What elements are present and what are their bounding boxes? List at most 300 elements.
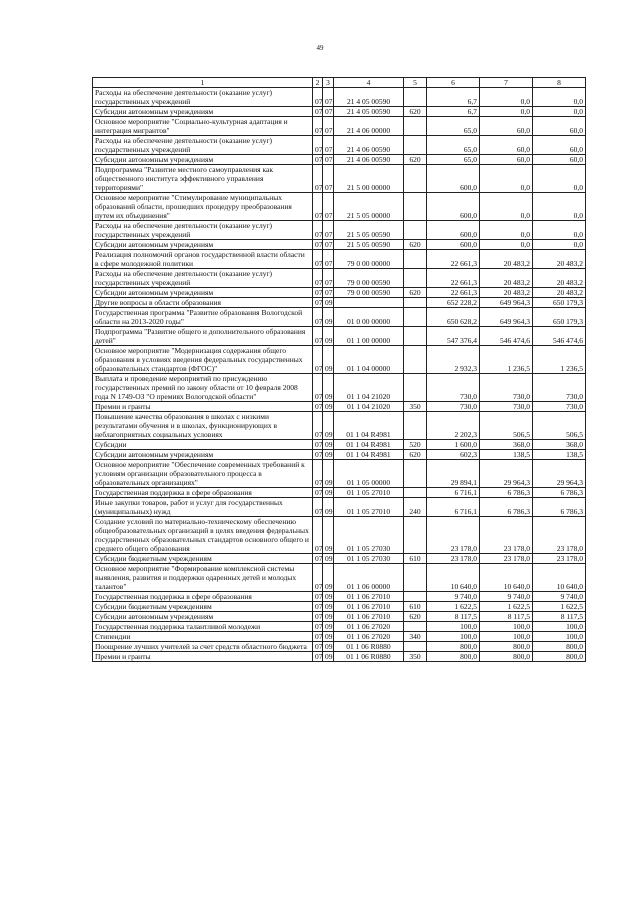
table-row bbox=[93, 308, 586, 327]
row-amount-1-cell: 2 202,3 bbox=[427, 412, 480, 440]
row-subsection-cell: 09 bbox=[323, 346, 334, 374]
row-target-article-cell: 01 0 00 00000 bbox=[334, 308, 404, 327]
row-target-article-cell: 21 5 05 00590 bbox=[334, 240, 404, 250]
row-expense-type-cell bbox=[404, 269, 427, 288]
row-target-article-cell: 01 1 06 R0880 bbox=[334, 642, 404, 652]
row-amount-3-cell: 800,0 bbox=[533, 642, 586, 652]
row-section-cell: 07 bbox=[313, 193, 323, 221]
row-expense-type-cell bbox=[404, 642, 427, 652]
row-target-article-cell: 01 1 05 27010 bbox=[334, 498, 404, 517]
row-subsection-cell: 07 bbox=[323, 240, 334, 250]
row-expense-type-cell: 350 bbox=[404, 652, 427, 662]
row-amount-2-cell: 6 786,3 bbox=[480, 498, 533, 517]
row-amount-3-cell: 20 483,2 bbox=[533, 250, 586, 269]
row-amount-2-cell: 9 740,0 bbox=[480, 592, 533, 602]
row-expense-type-cell: 350 bbox=[404, 402, 427, 412]
header-cell-target-article: 4 bbox=[334, 78, 404, 88]
row-expense-type-cell bbox=[404, 488, 427, 498]
header-cell-amount-1: 6 bbox=[427, 78, 480, 88]
row-section-cell: 07 bbox=[313, 460, 323, 488]
row-name-cell: Основное мероприятие "Стимулирование муниципальных образований области, прошедших процедуру преобразования путем их объединения" bbox=[93, 193, 313, 221]
row-target-article-cell: 01 1 06 27010 bbox=[334, 592, 404, 602]
table-row bbox=[93, 136, 586, 155]
table-row bbox=[93, 517, 586, 554]
row-target-article-cell: 01 1 04 21020 bbox=[334, 402, 404, 412]
row-name-cell: Создание условий по материально-техническому обеспечению общеобразовательных организаций в целях введения федеральных государственных образовательных стандартов основного общего и среднего общего образования bbox=[93, 517, 313, 554]
row-amount-2-cell: 546 474,6 bbox=[480, 327, 533, 346]
row-amount-1-cell: 29 894,1 bbox=[427, 460, 480, 488]
row-expense-type-cell: 610 bbox=[404, 554, 427, 564]
row-amount-2-cell: 23 178,0 bbox=[480, 517, 533, 554]
row-amount-2-cell: 1 236,5 bbox=[480, 346, 533, 374]
row-amount-3-cell: 1 622,5 bbox=[533, 602, 586, 612]
row-name-cell: Расходы на обеспечение деятельности (оказание услуг) государственных учреждений bbox=[93, 269, 313, 288]
row-amount-2-cell: 20 483,2 bbox=[480, 250, 533, 269]
row-amount-1-cell: 22 661,3 bbox=[427, 269, 480, 288]
row-amount-3-cell: 0,0 bbox=[533, 193, 586, 221]
row-subsection-cell: 09 bbox=[323, 412, 334, 440]
row-amount-2-cell: 60,0 bbox=[480, 136, 533, 155]
row-amount-1-cell: 22 661,3 bbox=[427, 250, 480, 269]
table-row bbox=[93, 652, 586, 662]
row-amount-2-cell: 0,0 bbox=[480, 193, 533, 221]
row-target-article-cell: 21 4 06 00590 bbox=[334, 155, 404, 165]
row-section-cell: 07 bbox=[313, 107, 323, 117]
row-subsection-cell: 09 bbox=[323, 564, 334, 592]
table-row bbox=[93, 193, 586, 221]
row-amount-1-cell: 650 628,2 bbox=[427, 308, 480, 327]
row-subsection-cell: 07 bbox=[323, 155, 334, 165]
row-name-cell: Основное мероприятие "Модернизация содержания общего образования в условиях введения федеральных государственных образовательных стандартов (ФГОС)" bbox=[93, 346, 313, 374]
row-amount-2-cell: 0,0 bbox=[480, 88, 533, 107]
row-expense-type-cell: 620 bbox=[404, 240, 427, 250]
row-expense-type-cell bbox=[404, 327, 427, 346]
table-row bbox=[93, 592, 586, 602]
row-expense-type-cell bbox=[404, 221, 427, 240]
row-target-article-cell bbox=[334, 298, 404, 308]
table-row bbox=[93, 155, 586, 165]
row-amount-3-cell: 730,0 bbox=[533, 402, 586, 412]
row-name-cell: Подпрограмма "Развитие местного самоуправления как общественного института эффективного управления территориями" bbox=[93, 165, 313, 193]
row-amount-1-cell: 22 661,3 bbox=[427, 288, 480, 298]
row-target-article-cell: 21 5 00 00000 bbox=[334, 165, 404, 193]
row-target-article-cell: 21 4 05 00590 bbox=[334, 107, 404, 117]
table-row bbox=[93, 602, 586, 612]
row-amount-1-cell: 6,7 bbox=[427, 88, 480, 107]
row-subsection-cell: 09 bbox=[323, 642, 334, 652]
row-subsection-cell: 09 bbox=[323, 632, 334, 642]
row-amount-3-cell: 0,0 bbox=[533, 240, 586, 250]
row-name-cell: Государственная поддержка в сфере образования bbox=[93, 592, 313, 602]
row-amount-3-cell: 650 179,3 bbox=[533, 308, 586, 327]
row-amount-3-cell: 368,0 bbox=[533, 440, 586, 450]
table-row bbox=[93, 298, 586, 308]
row-target-article-cell: 21 4 05 00590 bbox=[334, 88, 404, 107]
row-amount-1-cell: 100,0 bbox=[427, 632, 480, 642]
table-row bbox=[93, 165, 586, 193]
row-amount-3-cell: 29 964,3 bbox=[533, 460, 586, 488]
row-amount-1-cell: 10 640,0 bbox=[427, 564, 480, 592]
row-subsection-cell: 07 bbox=[323, 107, 334, 117]
row-subsection-cell: 07 bbox=[323, 193, 334, 221]
row-subsection-cell: 09 bbox=[323, 652, 334, 662]
row-amount-3-cell: 0,0 bbox=[533, 221, 586, 240]
row-amount-1-cell: 9 740,0 bbox=[427, 592, 480, 602]
row-section-cell: 07 bbox=[313, 498, 323, 517]
row-section-cell: 07 bbox=[313, 612, 323, 622]
row-amount-3-cell: 20 483,2 bbox=[533, 269, 586, 288]
row-subsection-cell: 07 bbox=[323, 269, 334, 288]
row-target-article-cell: 01 1 04 R4981 bbox=[334, 440, 404, 450]
row-target-article-cell: 21 4 06 00590 bbox=[334, 136, 404, 155]
row-subsection-cell: 07 bbox=[323, 136, 334, 155]
row-name-cell: Субсидии автономным учреждениям bbox=[93, 450, 313, 460]
row-target-article-cell: 01 1 06 27020 bbox=[334, 632, 404, 642]
row-name-cell: Субсидии bbox=[93, 440, 313, 450]
row-amount-1-cell: 600,0 bbox=[427, 193, 480, 221]
row-expense-type-cell bbox=[404, 117, 427, 136]
row-subsection-cell: 09 bbox=[323, 440, 334, 450]
row-target-article-cell: 01 1 04 21020 bbox=[334, 374, 404, 402]
row-section-cell: 07 bbox=[313, 440, 323, 450]
row-amount-2-cell: 506,5 bbox=[480, 412, 533, 440]
row-section-cell: 07 bbox=[313, 346, 323, 374]
row-target-article-cell: 01 1 00 00000 bbox=[334, 327, 404, 346]
row-amount-3-cell: 0,0 bbox=[533, 88, 586, 107]
row-amount-2-cell: 100,0 bbox=[480, 622, 533, 632]
page-number: 49 bbox=[316, 44, 324, 52]
row-name-cell: Стипендии bbox=[93, 632, 313, 642]
row-section-cell: 07 bbox=[313, 327, 323, 346]
row-name-cell: Расходы на обеспечение деятельности (оказание услуг) государственных учреждений bbox=[93, 88, 313, 107]
row-expense-type-cell bbox=[404, 622, 427, 632]
row-subsection-cell: 09 bbox=[323, 308, 334, 327]
row-expense-type-cell bbox=[404, 460, 427, 488]
row-amount-2-cell: 60,0 bbox=[480, 155, 533, 165]
row-target-article-cell: 01 1 04 R4981 bbox=[334, 450, 404, 460]
row-section-cell: 07 bbox=[313, 554, 323, 564]
row-amount-2-cell: 10 640,0 bbox=[480, 564, 533, 592]
row-amount-3-cell: 100,0 bbox=[533, 632, 586, 642]
row-subsection-cell: 09 bbox=[323, 298, 334, 308]
header-cell-expense-type: 5 bbox=[404, 78, 427, 88]
row-amount-2-cell: 0,0 bbox=[480, 221, 533, 240]
row-target-article-cell: 01 1 05 27010 bbox=[334, 488, 404, 498]
row-subsection-cell: 09 bbox=[323, 498, 334, 517]
row-amount-2-cell: 730,0 bbox=[480, 402, 533, 412]
row-name-cell: Премии и гранты bbox=[93, 402, 313, 412]
row-amount-3-cell: 60,0 bbox=[533, 117, 586, 136]
row-expense-type-cell bbox=[404, 136, 427, 155]
row-section-cell: 07 bbox=[313, 602, 323, 612]
row-amount-3-cell: 546 474,6 bbox=[533, 327, 586, 346]
row-name-cell: Основное мероприятие "Социально-культурная адаптация и интеграция мигрантов" bbox=[93, 117, 313, 136]
row-amount-3-cell: 506,5 bbox=[533, 412, 586, 440]
row-subsection-cell: 09 bbox=[323, 592, 334, 602]
header-cell-name: 1 bbox=[93, 78, 313, 88]
row-amount-1-cell: 730,0 bbox=[427, 374, 480, 402]
table-row bbox=[93, 88, 586, 107]
table-row bbox=[93, 412, 586, 440]
row-amount-2-cell: 60,0 bbox=[480, 117, 533, 136]
row-subsection-cell: 07 bbox=[323, 117, 334, 136]
row-amount-1-cell: 6,7 bbox=[427, 107, 480, 117]
row-section-cell: 07 bbox=[313, 652, 323, 662]
row-amount-1-cell: 6 716,1 bbox=[427, 488, 480, 498]
row-section-cell: 07 bbox=[313, 450, 323, 460]
row-name-cell: Субсидии автономным учреждениям bbox=[93, 612, 313, 622]
row-amount-3-cell: 6 786,3 bbox=[533, 488, 586, 498]
row-amount-1-cell: 547 376,4 bbox=[427, 327, 480, 346]
row-target-article-cell: 21 4 06 00000 bbox=[334, 117, 404, 136]
row-amount-2-cell: 29 964,3 bbox=[480, 460, 533, 488]
header-cell-subsection: 3 bbox=[323, 78, 334, 88]
row-target-article-cell: 79 0 00 00590 bbox=[334, 288, 404, 298]
row-amount-1-cell: 600,0 bbox=[427, 221, 480, 240]
row-amount-1-cell: 65,0 bbox=[427, 155, 480, 165]
row-subsection-cell: 09 bbox=[323, 450, 334, 460]
row-expense-type-cell: 620 bbox=[404, 155, 427, 165]
row-amount-2-cell: 0,0 bbox=[480, 165, 533, 193]
row-expense-type-cell: 620 bbox=[404, 450, 427, 460]
table-row bbox=[93, 240, 586, 250]
row-name-cell: Государственная программа "Развитие образования Вологодской области на 2013-2020 годы" bbox=[93, 308, 313, 327]
row-section-cell: 07 bbox=[313, 632, 323, 642]
row-section-cell: 07 bbox=[313, 117, 323, 136]
row-expense-type-cell: 620 bbox=[404, 107, 427, 117]
row-expense-type-cell: 340 bbox=[404, 632, 427, 642]
row-amount-1-cell: 65,0 bbox=[427, 136, 480, 155]
row-expense-type-cell bbox=[404, 564, 427, 592]
row-subsection-cell: 07 bbox=[323, 221, 334, 240]
row-expense-type-cell bbox=[404, 592, 427, 602]
table-row bbox=[93, 327, 586, 346]
row-amount-3-cell: 138,5 bbox=[533, 450, 586, 460]
table-row bbox=[93, 460, 586, 488]
row-expense-type-cell: 610 bbox=[404, 602, 427, 612]
row-amount-3-cell: 1 236,5 bbox=[533, 346, 586, 374]
table-row bbox=[93, 440, 586, 450]
row-subsection-cell: 09 bbox=[323, 327, 334, 346]
row-expense-type-cell bbox=[404, 298, 427, 308]
row-name-cell: Другие вопросы в области образования bbox=[93, 298, 313, 308]
row-amount-3-cell: 0,0 bbox=[533, 165, 586, 193]
row-name-cell: Субсидии автономным учреждениям bbox=[93, 288, 313, 298]
row-target-article-cell: 01 1 06 R0880 bbox=[334, 652, 404, 662]
table-row bbox=[93, 488, 586, 498]
row-subsection-cell: 09 bbox=[323, 374, 334, 402]
row-section-cell: 07 bbox=[313, 402, 323, 412]
row-section-cell: 07 bbox=[313, 155, 323, 165]
row-target-article-cell: 79 0 00 00590 bbox=[334, 269, 404, 288]
row-target-article-cell: 01 1 04 R4981 bbox=[334, 412, 404, 440]
row-section-cell: 07 bbox=[313, 374, 323, 402]
row-name-cell: Субсидии автономным учреждениям bbox=[93, 155, 313, 165]
row-amount-2-cell: 649 964,3 bbox=[480, 308, 533, 327]
row-section-cell: 07 bbox=[313, 308, 323, 327]
row-amount-1-cell: 1 622,5 bbox=[427, 602, 480, 612]
table-row bbox=[93, 498, 586, 517]
row-amount-2-cell: 8 117,5 bbox=[480, 612, 533, 622]
row-amount-3-cell: 800,0 bbox=[533, 652, 586, 662]
row-expense-type-cell bbox=[404, 346, 427, 374]
row-subsection-cell: 09 bbox=[323, 488, 334, 498]
row-expense-type-cell bbox=[404, 517, 427, 554]
row-section-cell: 07 bbox=[313, 269, 323, 288]
row-section-cell: 07 bbox=[313, 88, 323, 107]
row-amount-1-cell: 23 178,0 bbox=[427, 517, 480, 554]
row-amount-3-cell: 8 117,5 bbox=[533, 612, 586, 622]
row-name-cell: Субсидии автономным учреждениям bbox=[93, 240, 313, 250]
row-name-cell: Расходы на обеспечение деятельности (оказание услуг) государственных учреждений bbox=[93, 221, 313, 240]
table-row bbox=[93, 374, 586, 402]
row-amount-3-cell: 9 740,0 bbox=[533, 592, 586, 602]
table-row bbox=[93, 564, 586, 592]
table-row bbox=[93, 622, 586, 632]
row-section-cell: 07 bbox=[313, 221, 323, 240]
row-target-article-cell: 01 1 06 00000 bbox=[334, 564, 404, 592]
row-amount-3-cell: 0,0 bbox=[533, 107, 586, 117]
row-section-cell: 07 bbox=[313, 240, 323, 250]
row-amount-1-cell: 6 716,1 bbox=[427, 498, 480, 517]
row-name-cell: Реализация полномочий органов государственной власти области в сфере молодежной политики bbox=[93, 250, 313, 269]
table-row bbox=[93, 288, 586, 298]
row-expense-type-cell bbox=[404, 88, 427, 107]
row-amount-2-cell: 649 964,3 bbox=[480, 298, 533, 308]
header-cell-amount-2: 7 bbox=[480, 78, 533, 88]
row-name-cell: Расходы на обеспечение деятельности (оказание услуг) государственных учреждений bbox=[93, 136, 313, 155]
row-name-cell: Подпрограмма "Развитие общего и дополнительного образования детей" bbox=[93, 327, 313, 346]
row-subsection-cell: 09 bbox=[323, 612, 334, 622]
table-row bbox=[93, 402, 586, 412]
row-section-cell: 07 bbox=[313, 488, 323, 498]
row-amount-1-cell: 600,0 bbox=[427, 240, 480, 250]
row-name-cell: Поощрение лучших учителей за счет средств областного бюджета bbox=[93, 642, 313, 652]
table-row bbox=[93, 632, 586, 642]
row-name-cell: Основное мероприятие "Формирование комплексной системы выявления, развития и поддержки одаренных детей и молодых талантов" bbox=[93, 564, 313, 592]
row-amount-3-cell: 20 483,2 bbox=[533, 288, 586, 298]
row-amount-1-cell: 800,0 bbox=[427, 642, 480, 652]
row-section-cell: 07 bbox=[313, 136, 323, 155]
row-amount-2-cell: 0,0 bbox=[480, 240, 533, 250]
table-row bbox=[93, 269, 586, 288]
row-expense-type-cell bbox=[404, 193, 427, 221]
row-amount-1-cell: 602,3 bbox=[427, 450, 480, 460]
row-section-cell: 07 bbox=[313, 412, 323, 440]
row-target-article-cell: 01 1 06 27020 bbox=[334, 622, 404, 632]
row-subsection-cell: 09 bbox=[323, 554, 334, 564]
row-target-article-cell: 01 1 06 27010 bbox=[334, 602, 404, 612]
row-amount-2-cell: 800,0 bbox=[480, 642, 533, 652]
row-subsection-cell: 07 bbox=[323, 288, 334, 298]
row-name-cell: Субсидии бюджетным учреждениям bbox=[93, 554, 313, 564]
row-amount-1-cell: 730,0 bbox=[427, 402, 480, 412]
row-section-cell: 07 bbox=[313, 517, 323, 554]
row-amount-2-cell: 368,0 bbox=[480, 440, 533, 450]
row-amount-3-cell: 60,0 bbox=[533, 136, 586, 155]
row-expense-type-cell bbox=[404, 250, 427, 269]
row-target-article-cell: 21 5 05 00590 bbox=[334, 221, 404, 240]
row-subsection-cell: 09 bbox=[323, 460, 334, 488]
table-row bbox=[93, 346, 586, 374]
row-expense-type-cell bbox=[404, 308, 427, 327]
table-row bbox=[93, 107, 586, 117]
row-amount-2-cell: 800,0 bbox=[480, 652, 533, 662]
row-target-article-cell: 01 1 05 00000 bbox=[334, 460, 404, 488]
row-section-cell: 07 bbox=[313, 165, 323, 193]
row-section-cell: 07 bbox=[313, 642, 323, 652]
row-target-article-cell: 01 1 06 27010 bbox=[334, 612, 404, 622]
row-amount-3-cell: 6 786,3 bbox=[533, 498, 586, 517]
row-subsection-cell: 09 bbox=[323, 517, 334, 554]
row-amount-2-cell: 100,0 bbox=[480, 632, 533, 642]
row-section-cell: 07 bbox=[313, 564, 323, 592]
table-row bbox=[93, 612, 586, 622]
row-target-article-cell: 79 0 00 00000 bbox=[334, 250, 404, 269]
table-row bbox=[93, 221, 586, 240]
row-name-cell: Государственная поддержка в сфере образования bbox=[93, 488, 313, 498]
header-cell-section: 2 bbox=[313, 78, 323, 88]
row-subsection-cell: 09 bbox=[323, 602, 334, 612]
budget-table bbox=[92, 77, 586, 662]
row-expense-type-cell: 620 bbox=[404, 288, 427, 298]
row-amount-2-cell: 730,0 bbox=[480, 374, 533, 402]
row-expense-type-cell bbox=[404, 374, 427, 402]
row-section-cell: 07 bbox=[313, 298, 323, 308]
row-amount-1-cell: 1 600,0 bbox=[427, 440, 480, 450]
row-amount-2-cell: 23 178,0 bbox=[480, 554, 533, 564]
row-amount-3-cell: 650 179,3 bbox=[533, 298, 586, 308]
row-target-article-cell: 21 5 05 00000 bbox=[334, 193, 404, 221]
row-subsection-cell: 09 bbox=[323, 402, 334, 412]
row-amount-2-cell: 20 483,2 bbox=[480, 288, 533, 298]
table-row bbox=[93, 450, 586, 460]
row-amount-1-cell: 600,0 bbox=[427, 165, 480, 193]
row-subsection-cell: 07 bbox=[323, 165, 334, 193]
row-amount-3-cell: 23 178,0 bbox=[533, 517, 586, 554]
table-row bbox=[93, 250, 586, 269]
row-expense-type-cell: 240 bbox=[404, 498, 427, 517]
row-expense-type-cell: 620 bbox=[404, 612, 427, 622]
row-amount-2-cell: 6 786,3 bbox=[480, 488, 533, 498]
row-name-cell: Повышение качества образования в школах с низкими результатами обучения и в школах, функционирующих в неблагоприятных социальных условиях bbox=[93, 412, 313, 440]
row-amount-1-cell: 100,0 bbox=[427, 622, 480, 632]
row-amount-2-cell: 138,5 bbox=[480, 450, 533, 460]
row-amount-2-cell: 20 483,2 bbox=[480, 269, 533, 288]
row-target-article-cell: 01 1 04 00000 bbox=[334, 346, 404, 374]
row-name-cell: Субсидии бюджетным учреждениям bbox=[93, 602, 313, 612]
row-amount-1-cell: 65,0 bbox=[427, 117, 480, 136]
row-name-cell: Премии и гранты bbox=[93, 652, 313, 662]
row-amount-1-cell: 800,0 bbox=[427, 652, 480, 662]
row-section-cell: 07 bbox=[313, 288, 323, 298]
row-target-article-cell: 01 1 05 27030 bbox=[334, 517, 404, 554]
table-header-row bbox=[93, 78, 586, 88]
row-target-article-cell: 01 1 05 27030 bbox=[334, 554, 404, 564]
row-name-cell: Выплата и проведение мероприятий по присуждению государственных премий по закону области от 10 февраля 2008 года N 1749-ОЗ "О премиях Вологодской области" bbox=[93, 374, 313, 402]
row-amount-3-cell: 60,0 bbox=[533, 155, 586, 165]
table-row bbox=[93, 554, 586, 564]
row-amount-3-cell: 100,0 bbox=[533, 622, 586, 632]
row-section-cell: 07 bbox=[313, 250, 323, 269]
row-amount-1-cell: 8 117,5 bbox=[427, 612, 480, 622]
row-expense-type-cell bbox=[404, 165, 427, 193]
row-expense-type-cell bbox=[404, 412, 427, 440]
row-amount-3-cell: 730,0 bbox=[533, 374, 586, 402]
row-expense-type-cell: 520 bbox=[404, 440, 427, 450]
row-amount-1-cell: 23 178,0 bbox=[427, 554, 480, 564]
header-cell-amount-3: 8 bbox=[533, 78, 586, 88]
